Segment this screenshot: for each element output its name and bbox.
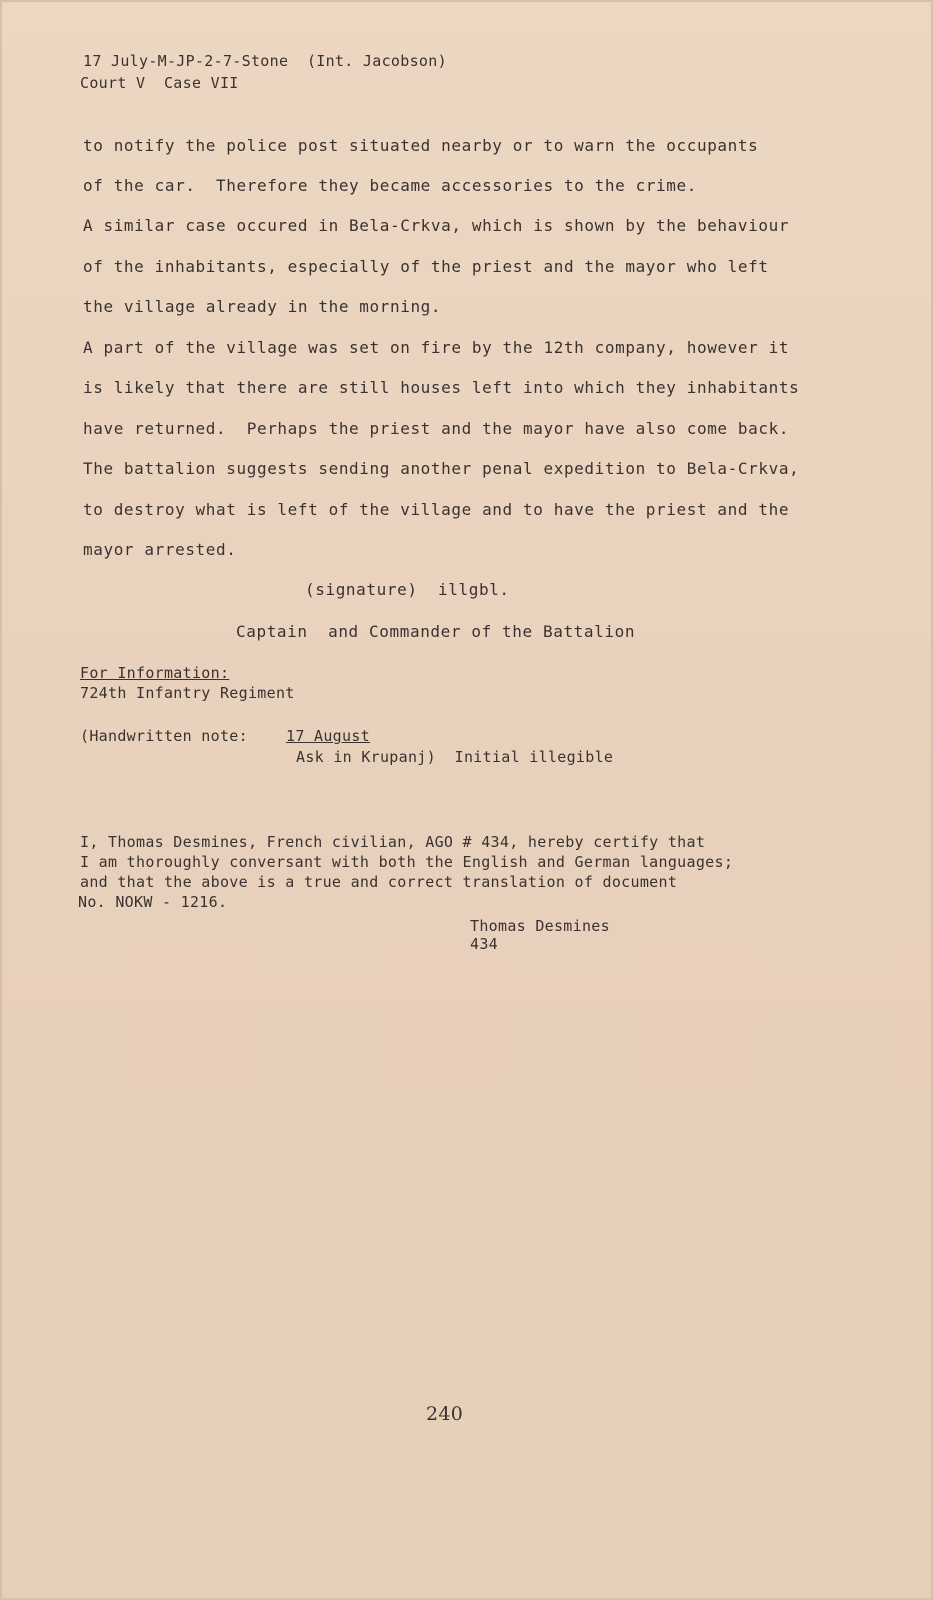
body-line: The battalion suggests sending another penal expedition to Bela-Crkva, <box>83 459 800 478</box>
certification-line: No. NOKW - 1216. <box>78 893 228 911</box>
distribution-label: For Information: <box>80 664 230 682</box>
body-line: to notify the police post situated nearby or to warn the occupants <box>83 136 759 155</box>
translator-name: Thomas Desmines <box>470 917 610 935</box>
body-line: A similar case occured in Bela-Crkva, which is shown by the behaviour <box>83 216 790 235</box>
certification-line: and that the above is a true and correct translation of document <box>80 873 678 891</box>
certification-line: I, Thomas Desmines, French civilian, AGO # 434, hereby certify that <box>80 833 706 851</box>
signatory-title: Captain and Commander of the Battalion <box>236 622 636 641</box>
body-line: to destroy what is left of the village and to have the priest and the <box>83 500 790 519</box>
body-line: mayor arrested. <box>83 540 237 559</box>
distribution-recipient: 724th Infantry Regiment <box>80 684 295 702</box>
handwritten-note-date: 17 August <box>286 727 370 745</box>
body-line: A part of the village was set on fire by the 12th company, however it <box>83 338 790 357</box>
certification-line: I am thoroughly conversant with both the English and German languages; <box>80 853 734 871</box>
body-line: of the inhabitants, especially of the priest and the mayor who left <box>83 257 769 276</box>
header-reference: 17 July-M-JP-2-7-Stone (Int. Jacobson) <box>83 52 447 70</box>
body-line: have returned. Perhaps the priest and the mayor have also come back. <box>83 419 790 438</box>
handwritten-note-prefix: (Handwritten note: <box>80 727 248 745</box>
signature-line: (signature) illgbl. <box>305 580 510 599</box>
body-line: is likely that there are still houses left into which they inhabitants <box>83 378 800 397</box>
handwritten-note-detail: Ask in Krupanj) Initial illegible <box>296 748 614 766</box>
header-court-case: Court V Case VII <box>80 74 239 92</box>
page-number: 240 <box>426 1403 464 1425</box>
body-line: the village already in the morning. <box>83 297 442 316</box>
translator-number: 434 <box>470 935 498 953</box>
body-line: of the car. Therefore they became accessories to the crime. <box>83 176 697 195</box>
